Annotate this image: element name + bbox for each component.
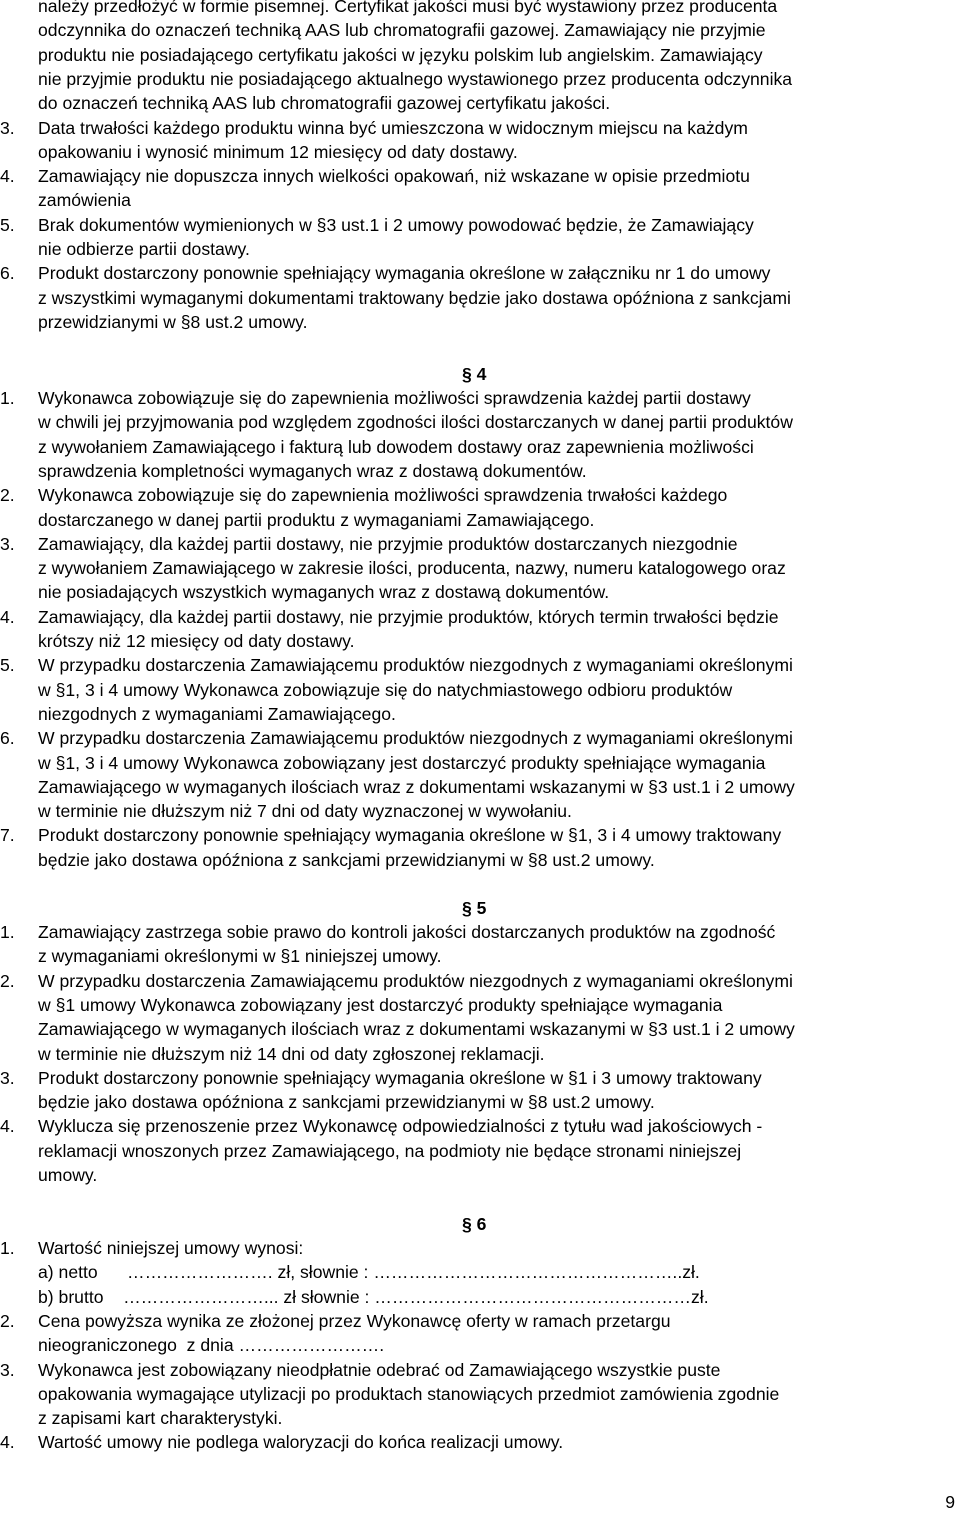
paragraph-line: Cena powyższa wynika ze złożonej przez Wykonawcę oferty w ramach przetargu (38, 1310, 671, 1331)
paragraph-line: nie odbierze partii dostawy. (38, 239, 250, 259)
section-heading: § 5 (462, 898, 487, 918)
paragraph-line: niezgodnych z wymaganiami Zamawiającego. (38, 703, 396, 724)
paragraph-line: do oznaczeń techniką AAS lub chromatografii gazowej certyfikatu jakości. (38, 93, 611, 114)
paragraph-line: opakowania wymagające utylizacji po produktach stanowiących przedmiot zamówienia zgodnie (38, 1383, 780, 1404)
paragraph-line: odczynnika do oznaczeń techniką AAS lub chromatografii gazowej. Zamawiający nie przyjmie (38, 20, 766, 41)
paragraph-line: W przypadku dostarczenia Zamawiającemu produktów niezgodnych z wymaganiami określonymi (38, 655, 793, 676)
paragraph-line: z zapisami kart charakterystyki. (38, 1408, 283, 1429)
paragraph-line: Produkt dostarczony ponownie spełniający wymagania określone w §1, 3 i 4 umowy traktowany (38, 825, 782, 846)
item-number: 1. (0, 388, 15, 408)
paragraph-line: będzie jako dostawa opóźniona z sankcjami przewidzianymi w §8 ust.2 umowy. (38, 849, 655, 870)
paragraph-line: W przypadku dostarczenia Zamawiającemu produktów niezgodnych z wymaganiami określonymi (38, 970, 793, 991)
item-number: 4. (0, 1432, 15, 1453)
paragraph-line: Brak dokumentów wymienionych w §3 ust.1 i 2 umowy powodować będzie, że Zamawiający (38, 214, 754, 235)
item-number: 1. (0, 1238, 15, 1258)
paragraph-line: należy przedłożyć w formie pisemnej. Certyfikat jakości musi być wystawiony przez producenta (38, 0, 778, 16)
paragraph-line: reklamacji wnoszonych przez Zamawiającego, na podmioty nie będące stronami niniejszej (38, 1140, 742, 1161)
item-number: 4. (0, 606, 15, 627)
paragraph-line: Zamawiający, dla każdej partii dostawy, nie przyjmie produktów dostarczanych niezgodnie (38, 533, 738, 554)
paragraph-line: w §1, 3 i 4 umowy Wykonawca zobowiązuje się do natychmiastowego odbioru produktów (38, 679, 733, 700)
item-number: 7. (0, 825, 15, 846)
item-number: 4. (0, 166, 15, 187)
paragraph-line: z wymaganiami określonymi w §1 niniejszej umowy. (38, 946, 442, 967)
item-number: 6. (0, 263, 15, 284)
paragraph-line: nie posiadających wszystkich wymaganych wraz z dostawą dokumentów. (38, 582, 610, 603)
paragraph-line: będzie jako dostawa opóźniona z sankcjami przewidzianymi w §8 ust.2 umowy. (38, 1092, 655, 1113)
item-number: 5. (0, 655, 15, 676)
item-number: 5. (0, 214, 15, 235)
paragraph-line: w §1, 3 i 4 umowy Wykonawca zobowiązany jest dostarczyć produkty spełniające wymagania (38, 752, 766, 773)
item-number: 3. (0, 117, 15, 138)
paragraph-line: b) brutto ……………………... zł słownie : ………………………………………………zł. (38, 1286, 709, 1307)
paragraph-line: Wykonawca jest zobowiązany nieodpłatnie odebrać od Zamawiającego wszystkie puste (38, 1359, 721, 1380)
paragraph-line: w chwili jej przyjmowania pod względem zgodności ilości dostarczanych w danej partii produktów (38, 412, 793, 433)
paragraph-line: umowy. (38, 1165, 98, 1185)
item-number: 2. (0, 970, 15, 991)
paragraph-line: produktu nie posiadającego certyfikatu jakości w języku polskim lub angielskim. Zamawiający (38, 44, 763, 65)
paragraph-line: opakowaniu i wynosić minimum 12 miesięcy od daty dostawy. (38, 141, 518, 162)
paragraph-line: nie przyjmie produktu nie posiadającego aktualnego wystawionego przez producenta odczynnika (38, 68, 793, 89)
paragraph-line: z wywołaniem Zamawiającego w zakresie ilości, producenta, nazwy, numeru katalogowego oraz (38, 558, 786, 579)
paragraph-line: Zamawiający zastrzega sobie prawo do kontroli jakości dostarczanych produktów na zgodność (38, 922, 776, 942)
paragraph-line: Data trwałości każdego produktu winna być umieszczona w widocznym miejscu na każdym (38, 117, 748, 138)
item-number: 1. (0, 922, 15, 942)
item-number: 2. (0, 485, 15, 506)
paragraph-line: nieograniczonego z dnia ……………………. (38, 1335, 385, 1356)
paragraph-line: z wywołaniem Zamawiającego i fakturą lub dowodem dostawy oraz zapewnienia możliwości (38, 436, 754, 457)
page-number: 9 (945, 1492, 955, 1512)
item-number: 4. (0, 1116, 15, 1137)
paragraph-line: dostarczanego w danej partii produktu z wymaganiami Zamawiającego. (38, 509, 595, 530)
paragraph-line: Wykonawca zobowiązuje się do zapewnienia możliwości sprawdzenia każdej partii dostawy (38, 388, 751, 408)
section-heading: § 4 (462, 364, 487, 384)
section-heading: § 6 (462, 1214, 487, 1234)
paragraph-line: Wyklucza się przenoszenie przez Wykonawcę odpowiedzialności z tytułu wad jakościowych - (38, 1116, 763, 1137)
paragraph-line: Wykonawca zobowiązuje się do zapewnienia możliwości sprawdzenia trwałości każdego (38, 485, 728, 506)
item-number: 3. (0, 1359, 15, 1380)
paragraph-line: Zamawiającego w wymaganych ilościach wraz z dokumentami wskazanymi w §3 ust.1 i 2 umowy (38, 1019, 795, 1040)
paragraph-line: Wartość niniejszej umowy wynosi: (38, 1238, 304, 1258)
paragraph-line: krótszy niż 12 miesięcy od daty dostawy. (38, 631, 355, 651)
paragraph-line: Zamawiający nie dopuszcza innych wielkości opakowań, niż wskazane w opisie przedmiotu (38, 166, 750, 187)
item-number: 6. (0, 728, 15, 749)
paragraph-line: w terminie nie dłuższym niż 7 dni od daty wyznaczonej w wywołaniu. (38, 801, 572, 822)
item-number: 3. (0, 533, 15, 554)
paragraph-line: Produkt dostarczony ponownie spełniający wymagania określone w załączniku nr 1 do umowy (38, 263, 771, 284)
paragraph-line: W przypadku dostarczenia Zamawiającemu produktów niezgodnych z wymaganiami określonymi (38, 728, 793, 749)
paragraph-line: przewidzianymi w §8 ust.2 umowy. (38, 311, 308, 332)
paragraph-line: Zamawiającego w wymaganych ilościach wraz z dokumentami wskazanymi w §3 ust.1 i 2 umowy (38, 776, 795, 797)
paragraph-line: w §1 umowy Wykonawca zobowiązany jest dostarczyć produkty spełniające wymagania (38, 994, 723, 1015)
paragraph-line: Zamawiający, dla każdej partii dostawy, nie przyjmie produktów, których termin trwałości będzie (38, 606, 779, 627)
paragraph-line: zamówienia (38, 190, 131, 211)
paragraph-line: a) netto ……………………. zł, słownie : ……………………………………………..zł. (38, 1262, 700, 1283)
item-number: 2. (0, 1310, 15, 1331)
item-number: 3. (0, 1067, 15, 1088)
paragraph-line: Wartość umowy nie podlega waloryzacji do końca realizacji umowy. (38, 1432, 564, 1453)
paragraph-line: z wszystkimi wymaganymi dokumentami traktowany będzie jako dostawa opóźniona z sankcjami (38, 287, 791, 308)
paragraph-line: w terminie nie dłuższym niż 14 dni od daty zgłoszonej reklamacji. (38, 1043, 545, 1064)
paragraph-line: sprawdzenia kompletności wymaganych wraz z dostawą dokumentów. (38, 460, 587, 481)
paragraph-line: Produkt dostarczony ponownie spełniający wymagania określone w §1 i 3 umowy traktowany (38, 1067, 762, 1088)
